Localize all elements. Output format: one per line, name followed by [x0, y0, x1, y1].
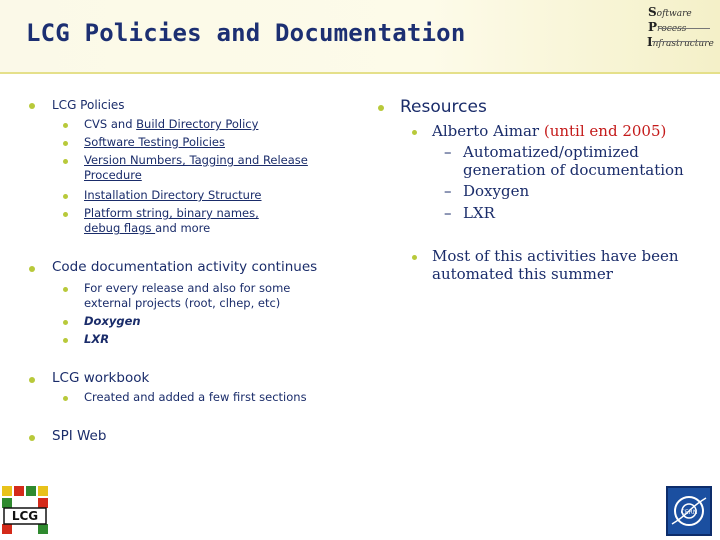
- slide-title: LCG Policies and Documentation: [26, 19, 466, 47]
- spi-logo-initial: S: [648, 5, 657, 19]
- note-text: Most of this activities have been: [432, 247, 679, 265]
- lcg-logo-text: LCG: [11, 509, 39, 523]
- bullet-icon: [29, 266, 35, 272]
- cern-logo: [666, 486, 712, 536]
- bullet-icon: [63, 123, 68, 128]
- policy-suffix: and more: [155, 221, 211, 235]
- policy-item: [84, 188, 262, 203]
- policy-item: [84, 153, 308, 183]
- note-text-cont: automated this summer: [432, 265, 613, 283]
- policy-link-cont[interactable]: debug flags: [84, 221, 156, 235]
- cern-logo-text: CERN: [680, 509, 698, 516]
- policies-heading: LCG Policies: [52, 98, 125, 112]
- spi-logo-word: rocess: [657, 24, 687, 34]
- dash-icon: –: [444, 182, 452, 200]
- bullet-icon: [378, 105, 384, 111]
- code-doc-item: LXR: [84, 332, 110, 346]
- bullet-icon: [29, 435, 35, 441]
- workbook-item: Created and added a few first sections: [84, 390, 307, 404]
- dash-icon: –: [444, 204, 452, 222]
- bullet-icon: [63, 320, 68, 325]
- bullet-icon: [412, 130, 417, 135]
- policy-link[interactable]: Software Testing Policies: [84, 135, 225, 149]
- code-doc-item: [84, 281, 290, 311]
- spi-logo-divider: [658, 28, 710, 29]
- bullet-icon: [63, 194, 68, 199]
- policy-item: [84, 117, 258, 132]
- resource-sub-text-cont: generation of documentation: [463, 161, 684, 179]
- spi-logo-word: nfrastructure: [652, 39, 714, 49]
- person-note: (until end 2005): [543, 122, 667, 140]
- bullet-icon: [63, 159, 68, 164]
- resources-heading: Resources: [400, 97, 487, 117]
- spi-web-heading: SPI Web: [52, 428, 107, 444]
- resource-sub-item: Doxygen: [463, 182, 530, 200]
- spi-logo-initial: P: [648, 20, 658, 34]
- lcg-logo: [0, 484, 52, 540]
- spi-logo: [644, 6, 712, 50]
- activities-note: [432, 247, 679, 283]
- policy-item: [84, 206, 259, 236]
- slide-header: [0, 0, 720, 74]
- bullet-icon: [29, 377, 35, 383]
- spi-logo-initial: I: [647, 35, 653, 49]
- bullet-icon: [63, 338, 68, 343]
- spi-logo-word: oftware: [656, 9, 692, 19]
- bullet-icon: [412, 255, 417, 260]
- bullet-icon: [63, 141, 68, 146]
- policy-link[interactable]: Platform string, binary names,: [84, 206, 259, 220]
- code-doc-text-cont: external projects (root, clhep, etc): [84, 296, 281, 310]
- policy-link[interactable]: Build Directory Policy: [136, 117, 259, 131]
- resource-sub-item: [463, 143, 684, 179]
- bullet-icon: [63, 212, 68, 217]
- dash-icon: –: [444, 143, 452, 161]
- resources-person: [432, 122, 666, 140]
- resource-sub-item: LXR: [463, 204, 495, 222]
- resource-sub-text: Automatized/optimized: [463, 143, 639, 161]
- code-doc-heading: Code documentation activity continues: [52, 259, 318, 275]
- policy-prefix: CVS and: [84, 117, 137, 131]
- workbook-heading: LCG workbook: [52, 370, 150, 386]
- policy-link-cont[interactable]: Procedure: [84, 168, 142, 182]
- bullet-icon: [29, 103, 35, 109]
- code-doc-item: Doxygen: [84, 314, 141, 328]
- bullet-icon: [63, 396, 68, 401]
- person-name: Alberto Aimar: [432, 122, 544, 140]
- policy-link[interactable]: Version Numbers, Tagging and Release: [84, 153, 308, 167]
- spi-logo-divider: [652, 41, 708, 42]
- policy-link[interactable]: Installation Directory Structure: [84, 188, 262, 202]
- code-doc-text: For every release and also for some: [84, 281, 291, 295]
- bullet-icon: [63, 287, 68, 292]
- policy-item: [84, 135, 225, 150]
- cern-logo-mark: [668, 488, 710, 534]
